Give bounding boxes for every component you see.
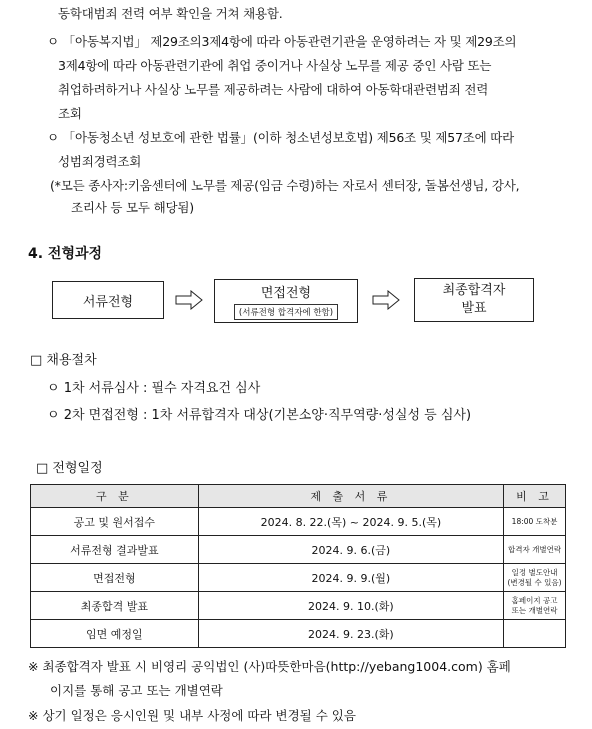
table-cell: 최종합격 발표 — [31, 592, 199, 620]
table-cell: 홈페이지 공고 또는 개별연락 — [504, 592, 566, 620]
intro-line: 3제4항에 따라 아동관련기관에 취업 중이거나 사실상 노무를 제공 중인 사람 또는 — [58, 58, 492, 73]
table-row — [31, 620, 566, 648]
table-header-row — [31, 485, 566, 508]
procedure-heading: □ 채용절차 — [30, 353, 97, 368]
flow-step-interview — [214, 279, 358, 323]
arrow-right-icon — [175, 290, 203, 310]
intro-line: 조리사 등 모두 해당됨) — [71, 200, 194, 215]
footnote: 이지를 통해 공고 또는 개별연락 — [50, 683, 223, 698]
intro-line: ㅇ 「아동복지법」 제29조의3제4항에 따라 아동관련기관을 운영하려는 자 및 제29조의 — [47, 34, 517, 49]
table-cell: 2024. 8. 22.(목) ~ 2024. 9. 5.(목) — [198, 508, 503, 536]
intro-line: (*모든 종사자:키움센터에 노무를 제공(임금 수령)하는 자로서 센터장, 돌봄선생님, 강사, — [50, 178, 520, 193]
table-row — [31, 536, 566, 564]
flow-step-document-screening — [52, 281, 164, 319]
table-cell: 공고 및 원서접수 — [31, 508, 199, 536]
table-cell: 2024. 9. 10.(화) — [198, 592, 503, 620]
flow-step-label: 서류전형 — [82, 294, 134, 310]
table-cell: 18:00 도착분 — [504, 508, 566, 536]
intro-line: 취업하려하거나 사실상 노무를 제공하려는 사람에 대하여 아동학대관련범죄 전력 — [58, 82, 489, 97]
table-row — [31, 592, 566, 620]
table-cell: 2024. 9. 9.(월) — [198, 564, 503, 592]
footnote: ※ 상기 일정은 응시인원 및 내부 사정에 따라 변경될 수 있음 — [28, 708, 356, 723]
section-title: 4. 전형과정 — [28, 246, 103, 262]
table-row — [31, 564, 566, 592]
intro-line: 성범죄경력조회 — [58, 154, 142, 169]
procedure-item: ㅇ 2차 면접전형 : 1차 서류합격자 대상(기본소양·직무역량·성실성 등 심사) — [47, 408, 472, 423]
flow-step-note: (서류전형 합격자에 한함) — [234, 304, 338, 320]
table-row — [31, 508, 566, 536]
table-cell: 서류전형 결과발표 — [31, 536, 199, 564]
flow-step-label: 면접전형 — [260, 286, 312, 301]
flow-step-label: 최종합격자 — [442, 283, 506, 298]
footnote: ※ 최종합격자 발표 시 비영리 공익법인 (사)따뜻한마음(http://yebang1004.com) 홈페 — [28, 659, 511, 674]
column-header: 제 출 서 류 — [198, 485, 503, 508]
intro-line: 조회 — [58, 106, 82, 121]
table-cell: 면접전형 — [31, 564, 199, 592]
schedule-heading: □ 전형일정 — [36, 461, 103, 476]
column-header: 구 분 — [31, 485, 199, 508]
table-cell — [504, 620, 566, 648]
flow-step-label: 발표 — [461, 301, 487, 316]
table-cell: 일정 별도안내 (변경될 수 있음) — [504, 564, 566, 592]
intro-line: ㅇ 「아동청소년 성보호에 관한 법률」(이하 청소년성보호법) 제56조 및 제57조에 따라 — [47, 130, 515, 145]
table-cell: 합격자 개별연락 — [504, 536, 566, 564]
flow-step-final-announcement — [414, 278, 534, 322]
column-header: 비 고 — [504, 485, 566, 508]
schedule-table — [30, 484, 566, 648]
arrow-right-icon — [372, 290, 400, 310]
intro-line: 동학대범죄 전력 여부 확인을 거쳐 채용함. — [58, 6, 283, 21]
table-cell: 2024. 9. 6.(금) — [198, 536, 503, 564]
table-cell: 임면 예정일 — [31, 620, 199, 648]
table-cell: 2024. 9. 23.(화) — [198, 620, 503, 648]
procedure-item: ㅇ 1차 서류심사 : 필수 자격요건 심사 — [47, 381, 261, 396]
